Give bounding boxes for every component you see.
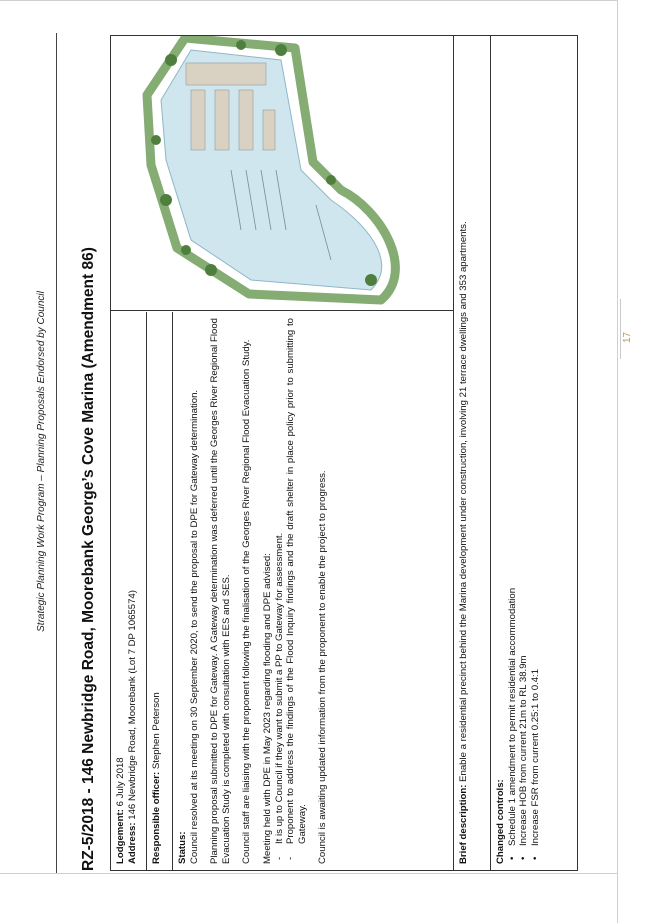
address-label: Address: — [126, 822, 138, 864]
brief-description-row — [453, 36, 491, 870]
list-item: • Increase HOB from current 21m to RL 38.9m — [518, 30, 530, 864]
list-item: - It is up to Council if they want to submit a PP to Gateway for assessment. — [274, 318, 286, 864]
site-plan-image — [111, 36, 453, 310]
lodgement-label: Lodgement: — [115, 809, 126, 864]
page-number-rule — [620, 299, 621, 359]
page-title: RZ-5/2018 - 146 Newbridge Road, Moorebank George’s Cove Marina (Amendment 86) — [80, 247, 97, 871]
header-rule — [56, 33, 57, 873]
left-column — [111, 310, 453, 870]
status-paragraph-3: Council staff are liaising with the proponent following the finalisation of the Georges River Regional Flood Evacuation Study. — [241, 339, 253, 864]
list-item: • Increase FSR from current 0.25:1 to 0.4:1 — [530, 30, 542, 864]
details-table — [110, 35, 578, 871]
status-row — [173, 312, 453, 870]
site-plan-cell — [111, 36, 453, 310]
status-paragraph-2: Planning proposal submitted to DPE for Gateway. A Gateway determination was deferred until the Georges River Regional Flood Evacuation Study is completed with consultation with EES and SES. — [209, 318, 232, 864]
running-header: Strategic Planning Work Program – Planning Proposals Endorsed by Council — [36, 291, 47, 632]
lodgement-value: 6 July 2018 — [115, 757, 126, 807]
status-closing: Council is awaiting updated information from the proponent to enable the project to progress. — [317, 470, 329, 864]
list-item: - Proponent to address the findings of the Flood Inquiry findings and the draft shelter in place policy prior to submitting to Gateway. — [285, 318, 308, 864]
officer-row — [147, 312, 173, 870]
list-item: • Schedule 1 amendment to permit residential accommodation — [507, 30, 519, 864]
officer-value: Stephen Peterson — [151, 692, 162, 770]
status-paragraph-1: Council resolved at its meeting on 30 September 2020, to send the proposal to DPE for Gateway determination. — [188, 389, 200, 864]
status-label: Status: — [177, 831, 188, 864]
address-value: 146 Newbridge Road, Moorebank (Lot 7 DP 1065574) — [126, 590, 138, 820]
changed-controls-row — [491, 24, 545, 870]
brief-text: Enable a residential precinct behind the Marina development under construction, involving 21 terrace dwellings and 353 apartments. — [458, 221, 469, 782]
officer-label: Responsible officer: — [151, 771, 162, 864]
changed-controls-list — [507, 30, 542, 864]
lodgement-row — [111, 312, 147, 870]
meeting-intro: Meeting held with DPE in May 2023 regarding flooding and DPE advised: — [261, 553, 273, 864]
changed-controls-label: Changed controls: — [495, 779, 506, 864]
page-number: 17 — [622, 331, 633, 343]
dpe-advice-list — [274, 318, 309, 864]
brief-label: Brief description: — [458, 784, 469, 864]
